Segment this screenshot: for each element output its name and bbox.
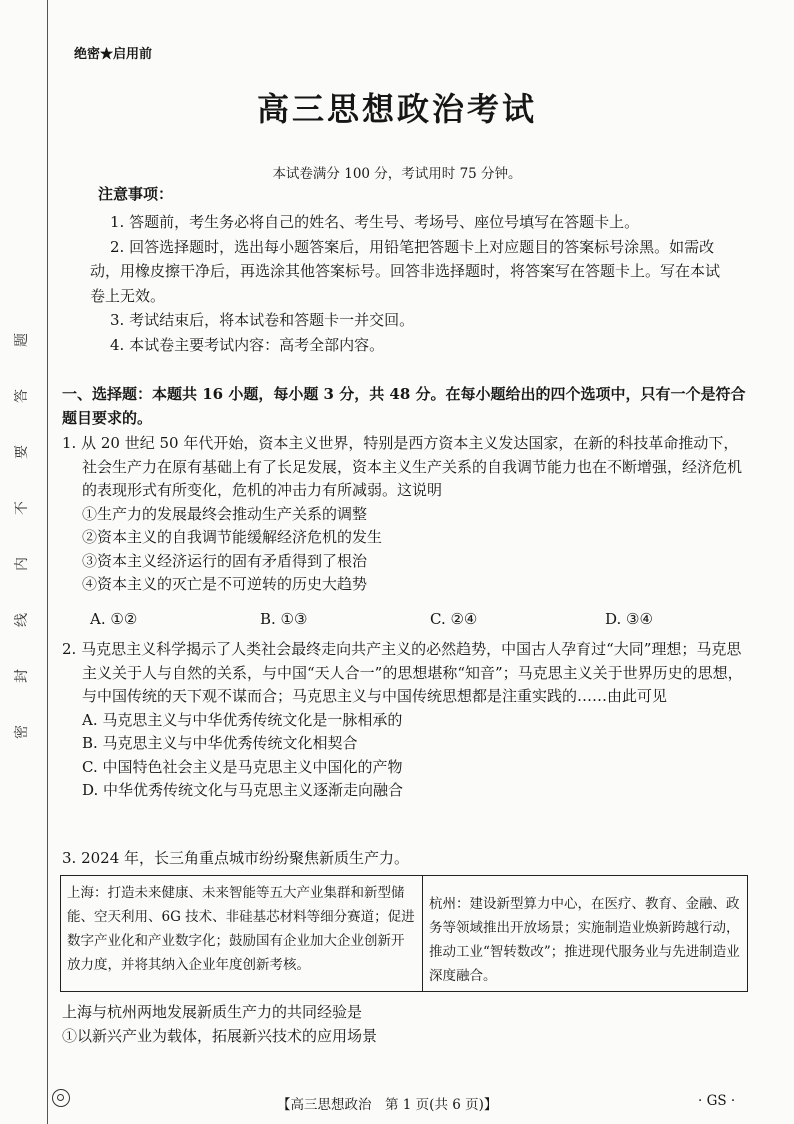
statement-item: ①生产力的发展最终会推动生产关系的调整 bbox=[82, 504, 368, 523]
binding-char: 不 bbox=[14, 501, 30, 515]
option-b: B. ①③ bbox=[260, 610, 308, 628]
binding-char: 封 bbox=[14, 669, 30, 683]
question-stem: 2. 马克思主义科学揭示了人类社会最终走向共产主义的必然趋势，中国古人孕育过“大同”理想；马克思主义关于人与自然的关系，与中国“天人合一”的思想堪称“知音”；马克思主义关于世界历史的思想，与中国传统的天下观不谋而合；马克思主义与中国传统思想都是注重实践的……由此可见 bbox=[62, 640, 743, 705]
section-text: 一、选择题：本题共 16 小题，每小题 3 分，共 48 分。在每小题给出的四个选项中，只有一个是符合题目要求的。 bbox=[62, 385, 746, 427]
question-3-continued bbox=[62, 1001, 752, 1048]
binding-char: 答 bbox=[14, 389, 30, 403]
binding-warning bbox=[10, 330, 38, 750]
exam-title: 高三思想政治考试 bbox=[256, 90, 537, 128]
statement-item: ②资本主义的自我调节能缓解经济危机的发生 bbox=[82, 528, 383, 546]
statement-item: ①以新兴产业为载体，拓展新兴技术的应用场景 bbox=[62, 1026, 378, 1045]
option-c: C. ②④ bbox=[430, 610, 478, 628]
question-3 bbox=[62, 847, 752, 871]
footer-code: · GS · bbox=[698, 1093, 736, 1109]
option-c: C. 中国特色社会主义是马克思主义中国化的产物 bbox=[82, 757, 403, 776]
question-2 bbox=[62, 638, 752, 803]
question-stem: 3. 2024 年，长三角重点城市纷纷聚焦新质生产力。 bbox=[62, 849, 410, 867]
option-d: D. ③④ bbox=[605, 610, 653, 628]
binding-char: 题 bbox=[14, 333, 30, 347]
binding-char: 内 bbox=[14, 557, 30, 571]
page-footer: 【高三思想政治 第 1 页(共 6 页)】 bbox=[277, 1097, 498, 1113]
publisher-logo-icon bbox=[52, 1089, 70, 1107]
binding-char: 密 bbox=[14, 725, 30, 739]
hangzhou-cell: 杭州：建设新型算力中心，在医疗、教育、金融、政务等领域推出开放场景；实施制造业焕新跨越行动，推动工业“智转数改”；推进现代服务业与先进制造业深度融合。 bbox=[429, 896, 740, 984]
question-1 bbox=[62, 432, 752, 597]
option-b: B. 马克思主义与中华优秀传统文化相契合 bbox=[82, 734, 358, 752]
binding-char: 要 bbox=[14, 445, 30, 459]
statement-item: ④资本主义的灭亡是不可逆转的历史大趋势 bbox=[82, 575, 368, 593]
notice-item: 4. 本试卷主要考试内容：高考全部内容。 bbox=[110, 335, 385, 354]
option-d: D. 中华优秀传统文化与马克思主义逐渐走向融合 bbox=[82, 781, 404, 799]
secret-label: 绝密★启用前 bbox=[74, 47, 153, 62]
binding-char: 线 bbox=[14, 613, 30, 627]
notice-heading: 注意事项： bbox=[98, 185, 174, 203]
exam-meta: 本试卷满分 100 分，考试用时 75 分钟。 bbox=[272, 166, 522, 182]
question-prompt: 上海与杭州两地发展新质生产力的共同经验是 bbox=[62, 1003, 363, 1021]
notice-item: 1. 答题前，考生务必将自己的姓名、考生号、考场号、座位号填写在答题卡上。 bbox=[110, 213, 640, 231]
statement-item: ③资本主义经济运行的固有矛盾得到了根治 bbox=[82, 551, 368, 570]
notice-item: 2. 回答选择题时，选出每小题答案后，用铅笔把答题卡上对应题目的答案标号涂黑。如需改动，用橡皮擦干净后，再选涂其他答案标号。回答非选择题时，将答案写在答题卡上。写在本试卷上无效。 bbox=[90, 237, 721, 305]
notice-item: 3. 考试结束后，将本试卷和答题卡一并交回。 bbox=[110, 311, 415, 329]
option-a: A. 马克思主义与中华优秀传统文化是一脉相承的 bbox=[82, 710, 403, 729]
shanghai-cell: 上海：打造未来健康、未来智能等五大产业集群和新型储能、空天利用、6G 技术、非硅基芯材料等细分赛道；促进数字产业化和产业数字化；鼓励国有企业加大企业创新开放力度，并将其纳入企业年度创新考核。 bbox=[61, 876, 423, 991]
question-stem: 1. 从 20 世纪 50 年代开始，资本主义世界，特别是西方资本主义发达国家，在新的科技革命推动下，社会生产力在原有基础上有了长足发展，资本主义生产关系的自我调节能力也在不断增强，经济危机的表现形式有所变化，危机的冲击力有所减弱。这说明 bbox=[62, 434, 743, 499]
comparison-table bbox=[60, 875, 748, 992]
option-a: A. ①② bbox=[90, 610, 138, 628]
section-heading bbox=[62, 383, 752, 430]
notice-list bbox=[90, 210, 722, 357]
